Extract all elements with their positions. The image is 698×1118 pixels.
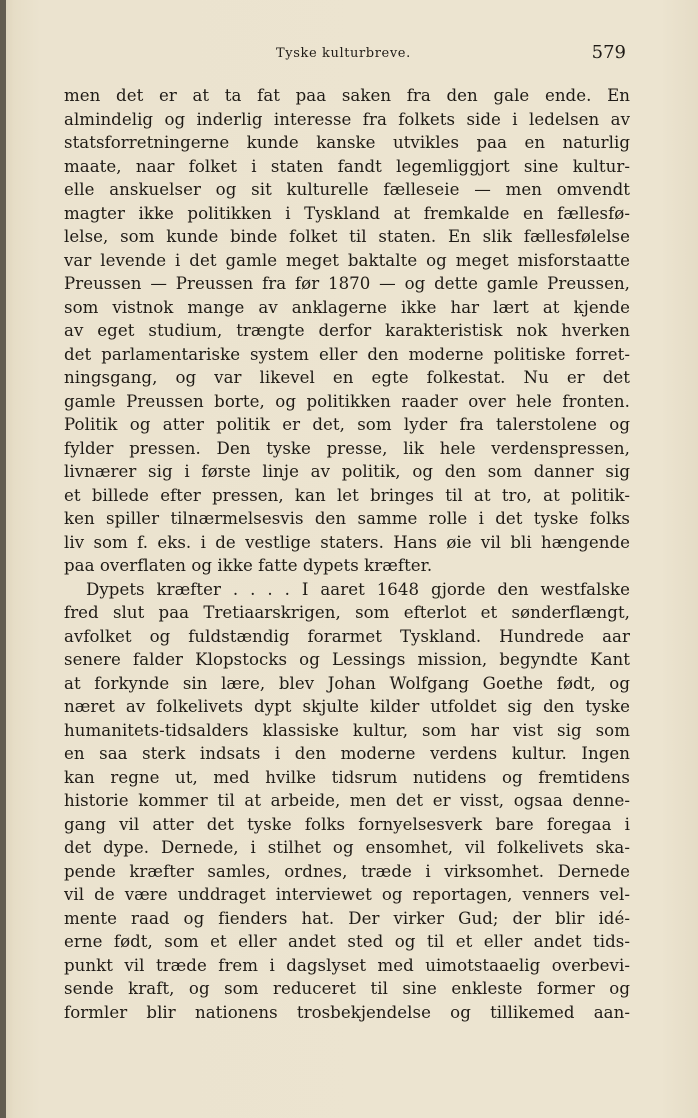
- text-line: pende kræfter samles, ordnes, træde i virksomhet. Dernede: [64, 861, 630, 881]
- text-line: det parlamentariske system eller den moderne politiske forret-: [64, 344, 630, 364]
- text-line: humanitets-tidsalders klassiske kultur, som har vist sig som: [64, 720, 630, 740]
- body-text: [64, 84, 630, 1024]
- text-line: formler blir nationens trosbekjendelse og tillikemed aan-: [64, 1002, 630, 1022]
- text-line: en saa sterk indsats i den moderne verdens kultur. Ingen: [64, 744, 630, 763]
- text-line: fred slut paa Tretiaarskrigen, som efterlot et sønderflængt,: [64, 603, 630, 622]
- text-line: maate, naar folket i staten fandt legemliggjort sine kultur-: [64, 156, 630, 176]
- text-line: sende kraft, og som reduceret til sine enkleste former og: [64, 979, 630, 998]
- text-line: avfolket og fuldstændig forarmet Tyskland. Hundrede aar: [64, 626, 630, 646]
- text-line: kan regne ut, med hvilke tidsrum nutidens og fremtidens: [64, 767, 630, 787]
- text-line: Preussen — Preussen fra før 1870 — og dette gamle Preussen,: [64, 274, 630, 293]
- text-line: men det er at ta fat paa saken fra den gale ende. En: [64, 86, 630, 105]
- text-line: Dypets kræfter . . . . I aaret 1648 gjorde den westfalske: [86, 579, 630, 599]
- text-line: punkt vil træde frem i dagslyset med uimotstaaelig overbevi-: [64, 955, 630, 975]
- text-line: næret av folkelivets dypt skjulte kilder utfoldet sig den tyske: [64, 697, 630, 716]
- text-line: ken spiller tilnærmelsesvis den samme rolle i det tyske folks: [64, 509, 630, 528]
- text-line: magter ikke politikken i Tyskland at fremkalde en fællesfø-: [64, 203, 630, 223]
- text-line: livnærer sig i første linje av politik, og den som danner sig: [64, 462, 630, 481]
- text-line: at forkynde sin lære, blev Johan Wolfgang Goethe født, og: [64, 673, 630, 693]
- text-line: gamle Preussen borte, og politikken raader over hele fronten.: [64, 391, 630, 411]
- text-line: erne født, som et eller andet sted og til et eller andet tids-: [64, 932, 630, 951]
- text-line: paa overflaten og ikke fatte dypets kræfter.: [64, 556, 433, 575]
- text-line: senere falder Klopstocks og Lessings mission, begyndte Kant: [64, 650, 630, 669]
- text-line: det dype. Dernede, i stilhet og ensomhet, vil folkelivets ska-: [64, 838, 630, 857]
- text-line: elle anskuelser og sit kulturelle fælleseie — men omvendt: [64, 180, 630, 199]
- text-line: vil de være unddraget interviewet og reportagen, venners vel-: [64, 885, 630, 904]
- text-line: ningsgang, og var likevel en egte folkestat. Nu er det: [64, 368, 630, 387]
- text-line: statsforretningerne kunde kanske utvikles paa en naturlig: [64, 133, 630, 152]
- text-line: almindelig og inderlig interesse fra folkets side i ledelsen av: [64, 109, 630, 129]
- page-header: [60, 42, 640, 66]
- text-line: mente raad og fienders hat. Der virker Gud; der blir idé-: [64, 908, 630, 928]
- text-line: fylder pressen. Den tyske presse, lik hele verdenspressen,: [64, 438, 630, 458]
- page-binding-edge: [0, 0, 6, 1118]
- text-line: Politik og atter politik er det, som lyder fra talerstolene og: [64, 415, 630, 434]
- text-line: som vistnok mange av anklagerne ikke har lært at kjende: [64, 297, 630, 317]
- page-number: 579: [591, 42, 626, 63]
- text-line: et billede efter pressen, kan let bringes til at tro, at politik-: [64, 485, 630, 505]
- text-line: gang vil atter det tyske folks fornyelsesverk bare foregaa i: [64, 814, 630, 834]
- running-head: Tyske kulturbreve.: [276, 46, 411, 61]
- text-line: historie kommer til at arbeide, men det er visst, ogsaa denne-: [64, 791, 630, 810]
- text-line: liv som f. eks. i de vestlige staters. Hans øie vil bli hængende: [64, 532, 630, 552]
- text-line: av eget studium, trængte derfor karakteristisk nok hverken: [64, 321, 630, 340]
- text-line: var levende i det gamle meget baktalte og meget misforstaatte: [64, 250, 630, 270]
- text-line: lelse, som kunde binde folket til staten. En slik fællesfølelse: [64, 227, 630, 246]
